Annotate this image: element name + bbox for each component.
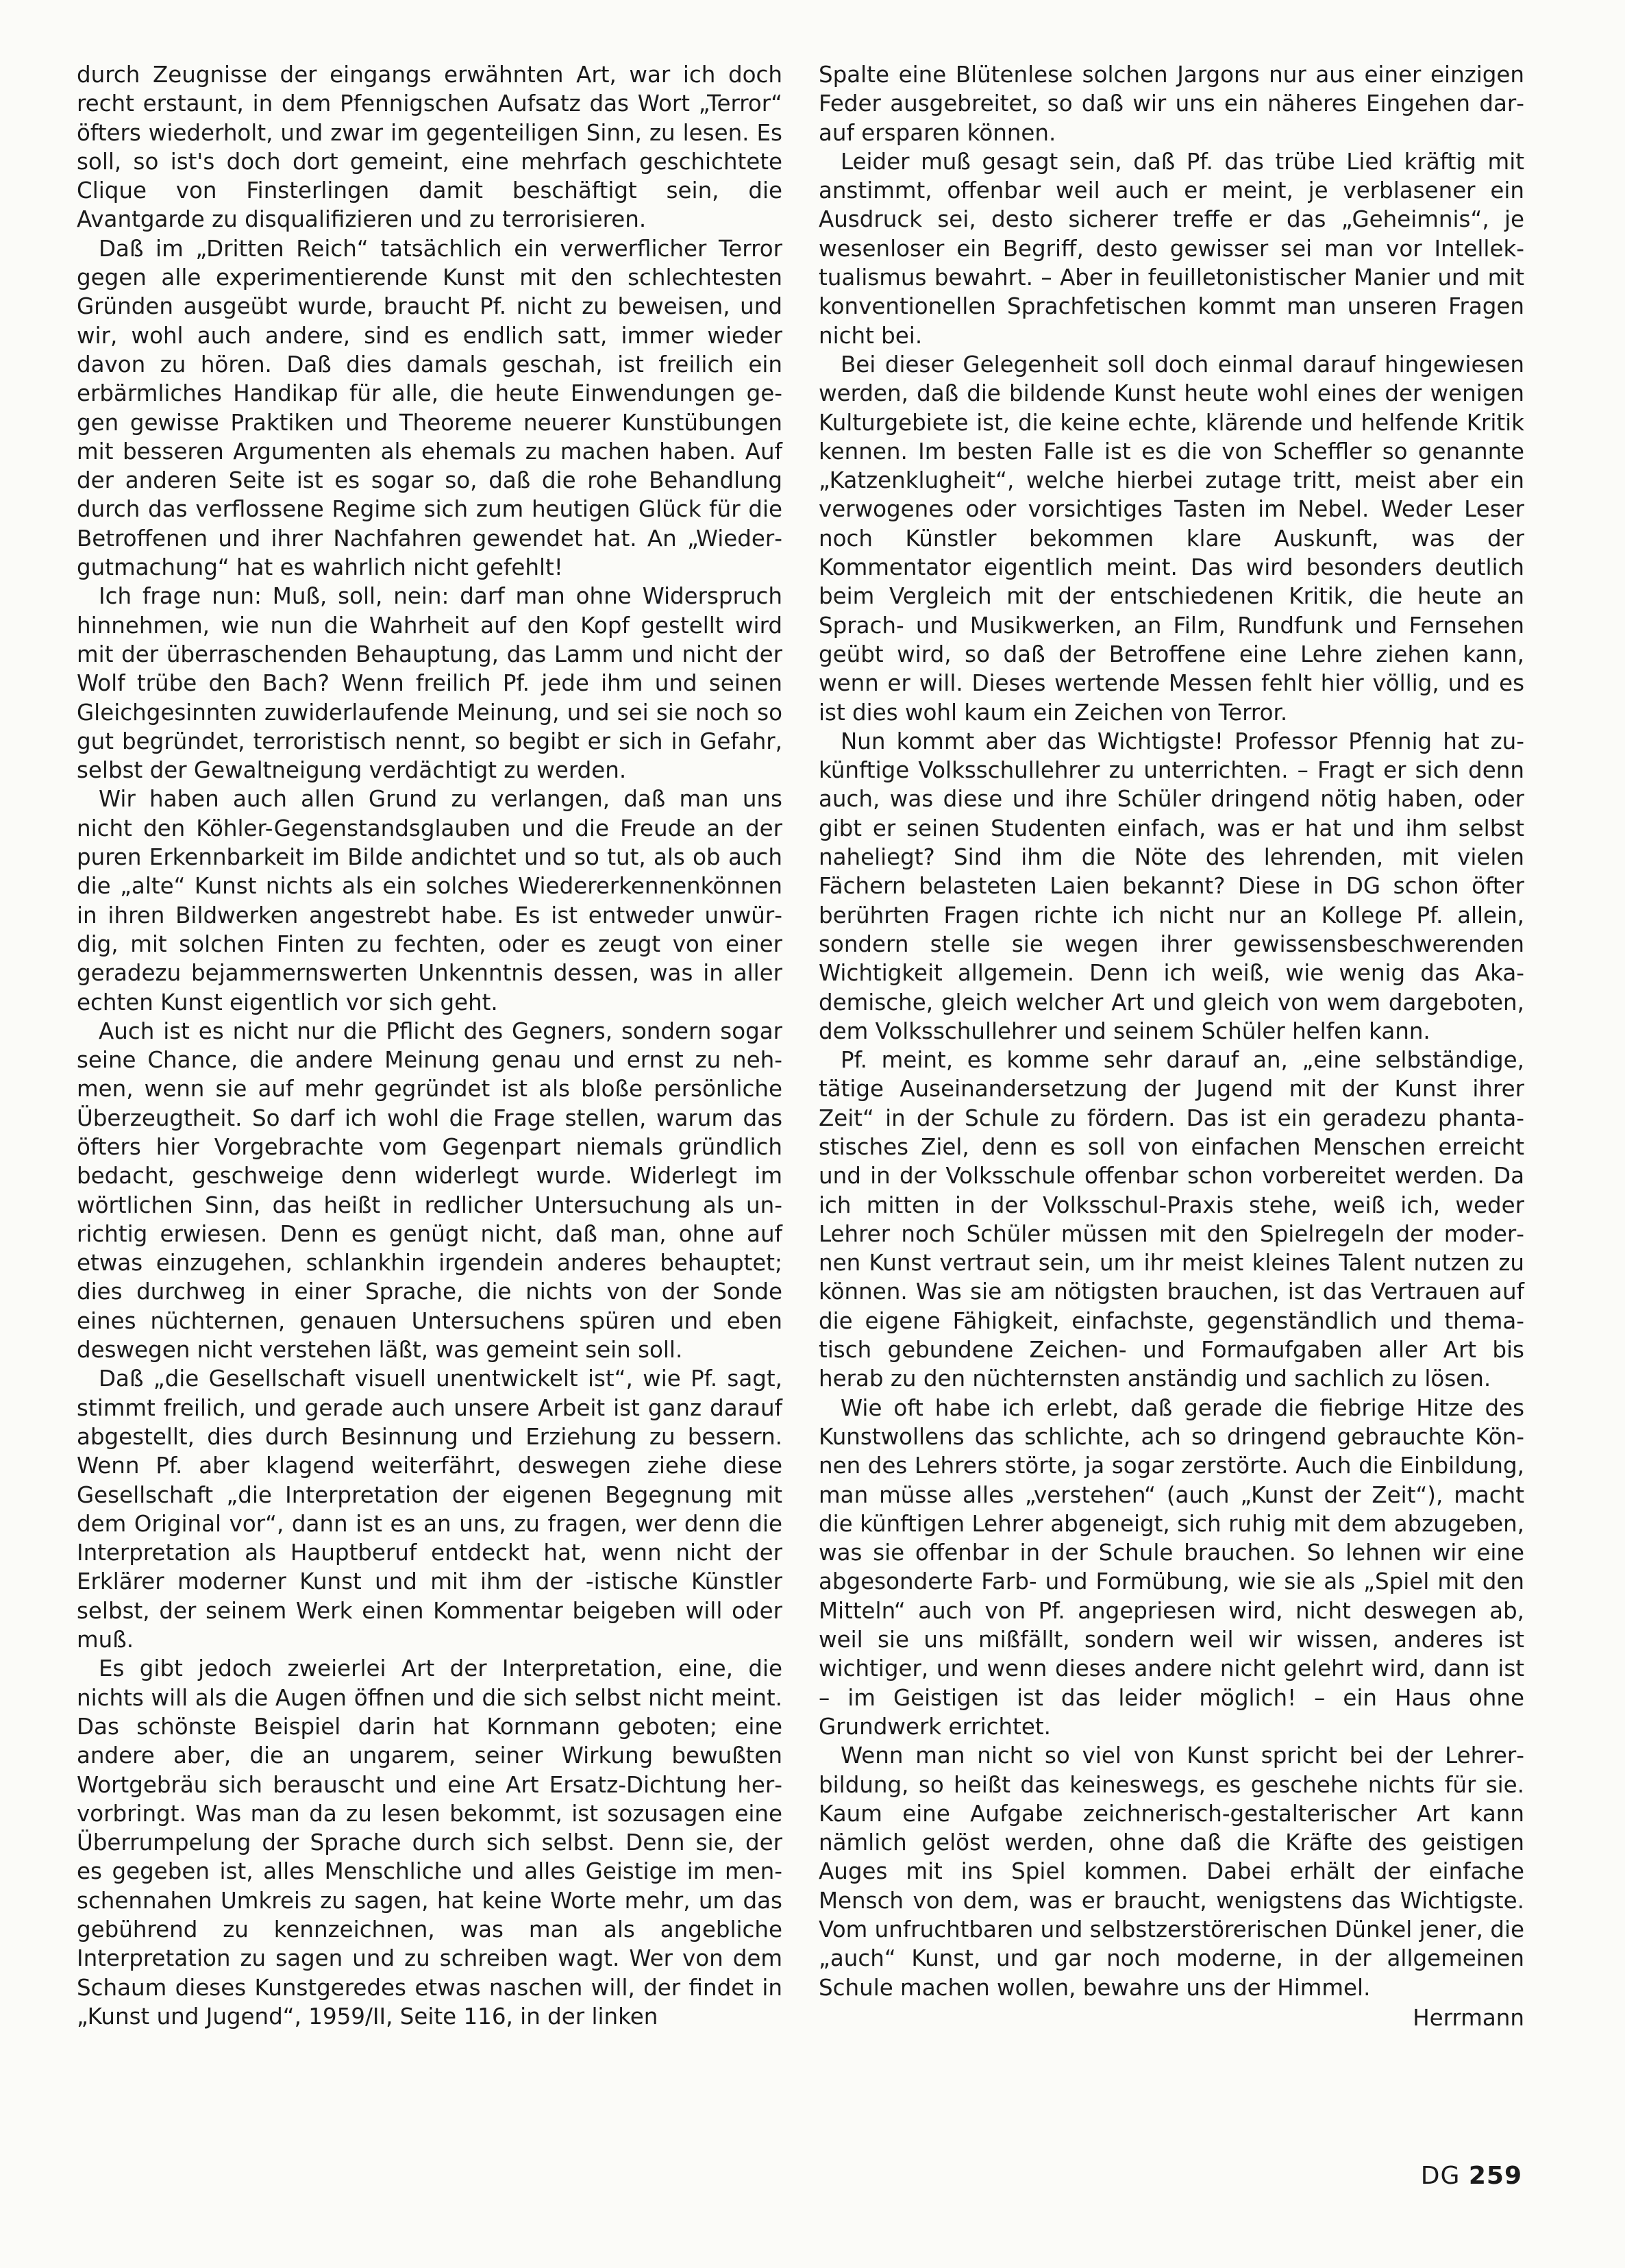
paragraph: Daß im „Dritten Reich“ tatsächlich ein verwerflicher Terror gegen alle experimentierende Kunst mit den schlechtesten Gründen ausgeübt wurde, braucht Pf. nicht zu beweisen, und wir, wohl auch andere, sind es endlich satt, immer wieder davon zu hören. Daß dies damals geschah, ist freilich ein erbärmliches Handikap für alle, die heute Einwendungen gegen gewisse Praktiken und Theoreme neuerer Kunstübungen mit besseren Argumenten als ehemals zu machen haben. Auf der anderen Seite ist es sogar so, daß die rohe Behandlung durch das verflossene Regime sich zum heutigen Glück für die Betroffenen und ihrer Nachfahren gewendet hat. An „Wiedergutmachung“ hat es wahrlich nicht gefehlt! bbox=[77, 235, 782, 581]
paragraph: Leider muß gesagt sein, daß Pf. das trübe Lied kräftig mit anstimmt, offenbar weil auch er meint, je verblasener ein Ausdruck sei, desto sicherer treffe er das „Geheimnis“, je wesenloser ein Begriff, desto gewisser sei man vor Intellektualismus bewahrt. – Aber in feuilletonistischer Manier und mit konventionellen Sprachfetischen kommt man unseren Fragen nicht bei. bbox=[819, 148, 1524, 349]
paragraph: Pf. meint, es komme sehr darauf an, „eine selbständige, tätige Auseinandersetzung der Jugend mit der Kunst ihrer Zeit“ in der Schule zu fördern. Das ist ein geradezu phantastisches Ziel, denn es soll von einfachen Menschen erreicht und in der Volksschule offenbar schon vorbereitet werden. Da ich mitten in der Volksschul-Praxis stehe, weiß ich, weder Lehrer noch Schüler müssen mit den Spielregeln der modernen Kunst vertraut sein, um ihr meist kleines Talent nutzen zu können. Was sie am nötigsten brauchen, ist das Vertrauen auf die eigene Fähigkeit, einfachste, gegenständlich und thematisch gebundene Zeichen- und Formaufgaben aller Art bis herab zu den nüchternsten anständig und sachlich zu lösen. bbox=[819, 1047, 1524, 1392]
author-signature: Herrmann bbox=[1413, 2004, 1524, 2031]
left-column bbox=[77, 60, 782, 2031]
paragraph: durch Zeugnisse der eingangs erwähnten Art, war ich doch recht erstaunt, in dem Pfennigschen Aufsatz das Wort „Terror“ öfters wiederholt, und zwar im gegenteiligen Sinn, zu lesen. Es soll, so ist's doch dort gemeint, eine mehrfach geschichtete Clique von Finsterlingen damit beschäftigt sein, die Avantgarde zu disqualifizieren und zu terrorisieren. bbox=[77, 62, 782, 233]
paragraph: Spalte eine Blütenlese solchen Jargons nur aus einer einzigen Feder ausgebreitet, so daß wir uns ein näheres Eingehen darauf ersparen können. bbox=[819, 62, 1524, 146]
paragraph: Auch ist es nicht nur die Pflicht des Gegners, sondern sogar seine Chance, die andere Meinung genau und ernst zu nehmen, wenn sie auf mehr gegründet ist als bloße persönliche Überzeugtheit. So darf ich wohl die Frage stellen, warum das öfters hier Vorgebrachte vom Gegenpart niemals gründlich bedacht, geschweige denn widerlegt wurde. Widerlegt im wörtlichen Sinn, das heißt in redlicher Untersuchung als unrichtig erwiesen. Denn es genügt nicht, daß man, ohne auf etwas einzugehen, schlankhin irgendein anderes behauptet; dies durchweg in einer Sprache, die nichts von der Sonde eines nüchternen, genauen Untersuchens spüren und eben deswegen nicht verstehen läßt, was gemeint sein soll. bbox=[77, 1018, 782, 1364]
paragraph: Wenn man nicht so viel von Kunst spricht bei der Lehrerbildung, so heißt das keineswegs, es geschehe nichts für sie. Kaum eine Aufgabe zeichnerisch-gestalterischer Art kann nämlich gelöst werden, ohne daß die Kräfte des geistigen Auges mit ins Spiel kommen. Dabei erhält der einfache Mensch von dem, was er braucht, wenigstens das Wichtigste. Vom unfruchtbaren und selbstzerstörerischen Dünkel jener, die „auch“ Kunst, und gar noch moderne, in der allgemeinen Schule machen wollen, bewahre uns der Himmel. bbox=[819, 1742, 1524, 2001]
paragraph: Bei dieser Gelegenheit soll doch einmal darauf hingewiesen werden, daß die bildende Kunst heute wohl eines der wenigen Kulturgebiete ist, die keine echte, klärende und helfende Kritik kennen. Im besten Falle ist es die von Scheffler so genannte „Katzenklugheit“, welche hierbei zutage tritt, meist aber ein verwogenes oder vorsichtiges Tasten im Nebel. Weder Leser noch Künstler bekommen klare Auskunft, was der Kommentator eigentlich meint. Das wird besonders deutlich beim Vergleich mit der entschiedenen Kritik, die heute an Sprach- und Musikwerken, an Film, Rundfunk und Fernsehen geübt wird, so daß der Betroffene eine Lehre ziehen kann, wenn er will. Dieses wertende Messen fehlt hier völlig, und es ist dies wohl kaum ein Zeichen von Terror. bbox=[819, 351, 1524, 726]
right-column bbox=[819, 60, 1524, 2032]
page-number: 259 bbox=[1468, 2162, 1522, 2190]
paragraph: Ich frage nun: Muß, soll, nein: darf man ohne Widerspruch hinnehmen, wie nun die Wahrheit auf den Kopf gestellt wird mit der überraschenden Behauptung, das Lamm und nicht der Wolf trübe den Bach? Wenn freilich Pf. jede ihm und seinen Gleichgesinnten zuwiderlaufende Meinung, und sei sie noch so gut begründet, terroristisch nennt, so begibt er sich in Gefahr, selbst der Gewaltneigung verdächtigt zu werden. bbox=[77, 583, 782, 784]
paragraph: Wie oft habe ich erlebt, daß gerade die fiebrige Hitze des Kunstwollens das schlichte, ach so dringend gebrauchte Können des Lehrers störte, ja sogar zerstörte. Auch die Einbildung, man müsse alles „verstehen“ (auch „Kunst der Zeit“), macht die künftigen Lehrer abgeneigt, sich ruhig mit dem abzugeben, was sie offenbar in der Schule brauchen. So lehnen wir eine abgesonderte Farb- und Formübung, wie sie als „Spiel mit den Mitteln“ auch von Pf. angepriesen wird, nicht deswegen ab, weil sie uns mißfällt, sondern weil wir wissen, anderes ist wichtiger, und wenn dieses andere nicht gelehrt wird, dann ist – im Geistigen ist das leider möglich! – ein Haus ohne Grundwerk errichtet. bbox=[819, 1394, 1524, 1740]
page-footer bbox=[1421, 2162, 1522, 2190]
journal-abbreviation: DG bbox=[1420, 2162, 1461, 2190]
paragraph: Daß „die Gesellschaft visuell unentwickelt ist“, wie Pf. sagt, stimmt freilich, und gerade auch unsere Arbeit ist ganz darauf abgestellt, dies durch Besinnung und Erziehung zu bessern. Wenn Pf. aber klagend weiterfährt, deswegen ziehe diese Gesellschaft „die Interpretation der eigenen Begegnung mit dem Original vor“, dann ist es an uns, zu fragen, wer denn die Interpretation als Hauptberuf entdeckt hat, wenn nicht der Erklärer moderner Kunst und mit ihm der -istische Künstler selbst, der seinem Werk einen Kommentar beigeben will oder muß. bbox=[77, 1366, 782, 1653]
paragraph: Es gibt jedoch zweierlei Art der Interpretation, eine, die nichts will als die Augen öffnen und die sich selbst nicht meint. Das schönste Beispiel darin hat Kornmann geboten; eine andere aber, die an ungarem, seiner Wirkung bewußten Wortgebräu sich berauscht und eine Art Ersatz-Dichtung hervorbringt. Was man da zu lesen bekommt, ist sozusagen eine Überrumpelung der Sprache durch sich selbst. Denn sie, der es gegeben ist, alles Menschliche und alles Geistige im menschennahen Umkreis zu sagen, hat keine Worte mehr, um das gebührend zu kennzeichnen, was man als angebliche Interpretation zu sagen und zu schreiben wagt. Wer von dem Schaum dieses Kunstgeredes etwas naschen will, der findet in „Kunst und Jugend“, 1959/II, Seite 116, in der linken bbox=[77, 1655, 782, 2030]
paragraph: Wir haben auch allen Grund zu verlangen, daß man uns nicht den Köhler-Gegenstandsglauben und die Freude an der puren Erkennbarkeit im Bilde andichtet und so tut, als ob auch die „alte“ Kunst nichts als ein solches Wiedererkennenkönnen in ihren Bildwerken angestrebt habe. Es ist entweder unwürdig, mit solchen Finten zu fechten, oder es zeugt von einer geradezu bejammernswerten Unkenntnis dessen, was in aller echten Kunst eigentlich vor sich geht. bbox=[77, 786, 782, 1015]
paragraph: Nun kommt aber das Wichtigste! Professor Pfennig hat zukünftige Volksschullehrer zu unterrichten. – Fragt er sich denn auch, was diese und ihre Schüler dringend nötig haben, oder gibt er seinen Studenten einfach, was er hat und ihm selbst naheliegt? Sind ihm die Nöte des lehrenden, mit vielen Fächern belasteten Laien bekannt? Diese in DG schon öfter berührten Fragen richte ich nicht nur an Kollege Pf. allein, sondern stelle sie wegen ihrer gewissensbeschwerenden Wichtigkeit allgemein. Denn ich weiß, wie wenig das Akademische, gleich welcher Art und gleich von wem dargeboten, dem Volksschullehrer und seinem Schüler helfen kann. bbox=[819, 728, 1524, 1044]
